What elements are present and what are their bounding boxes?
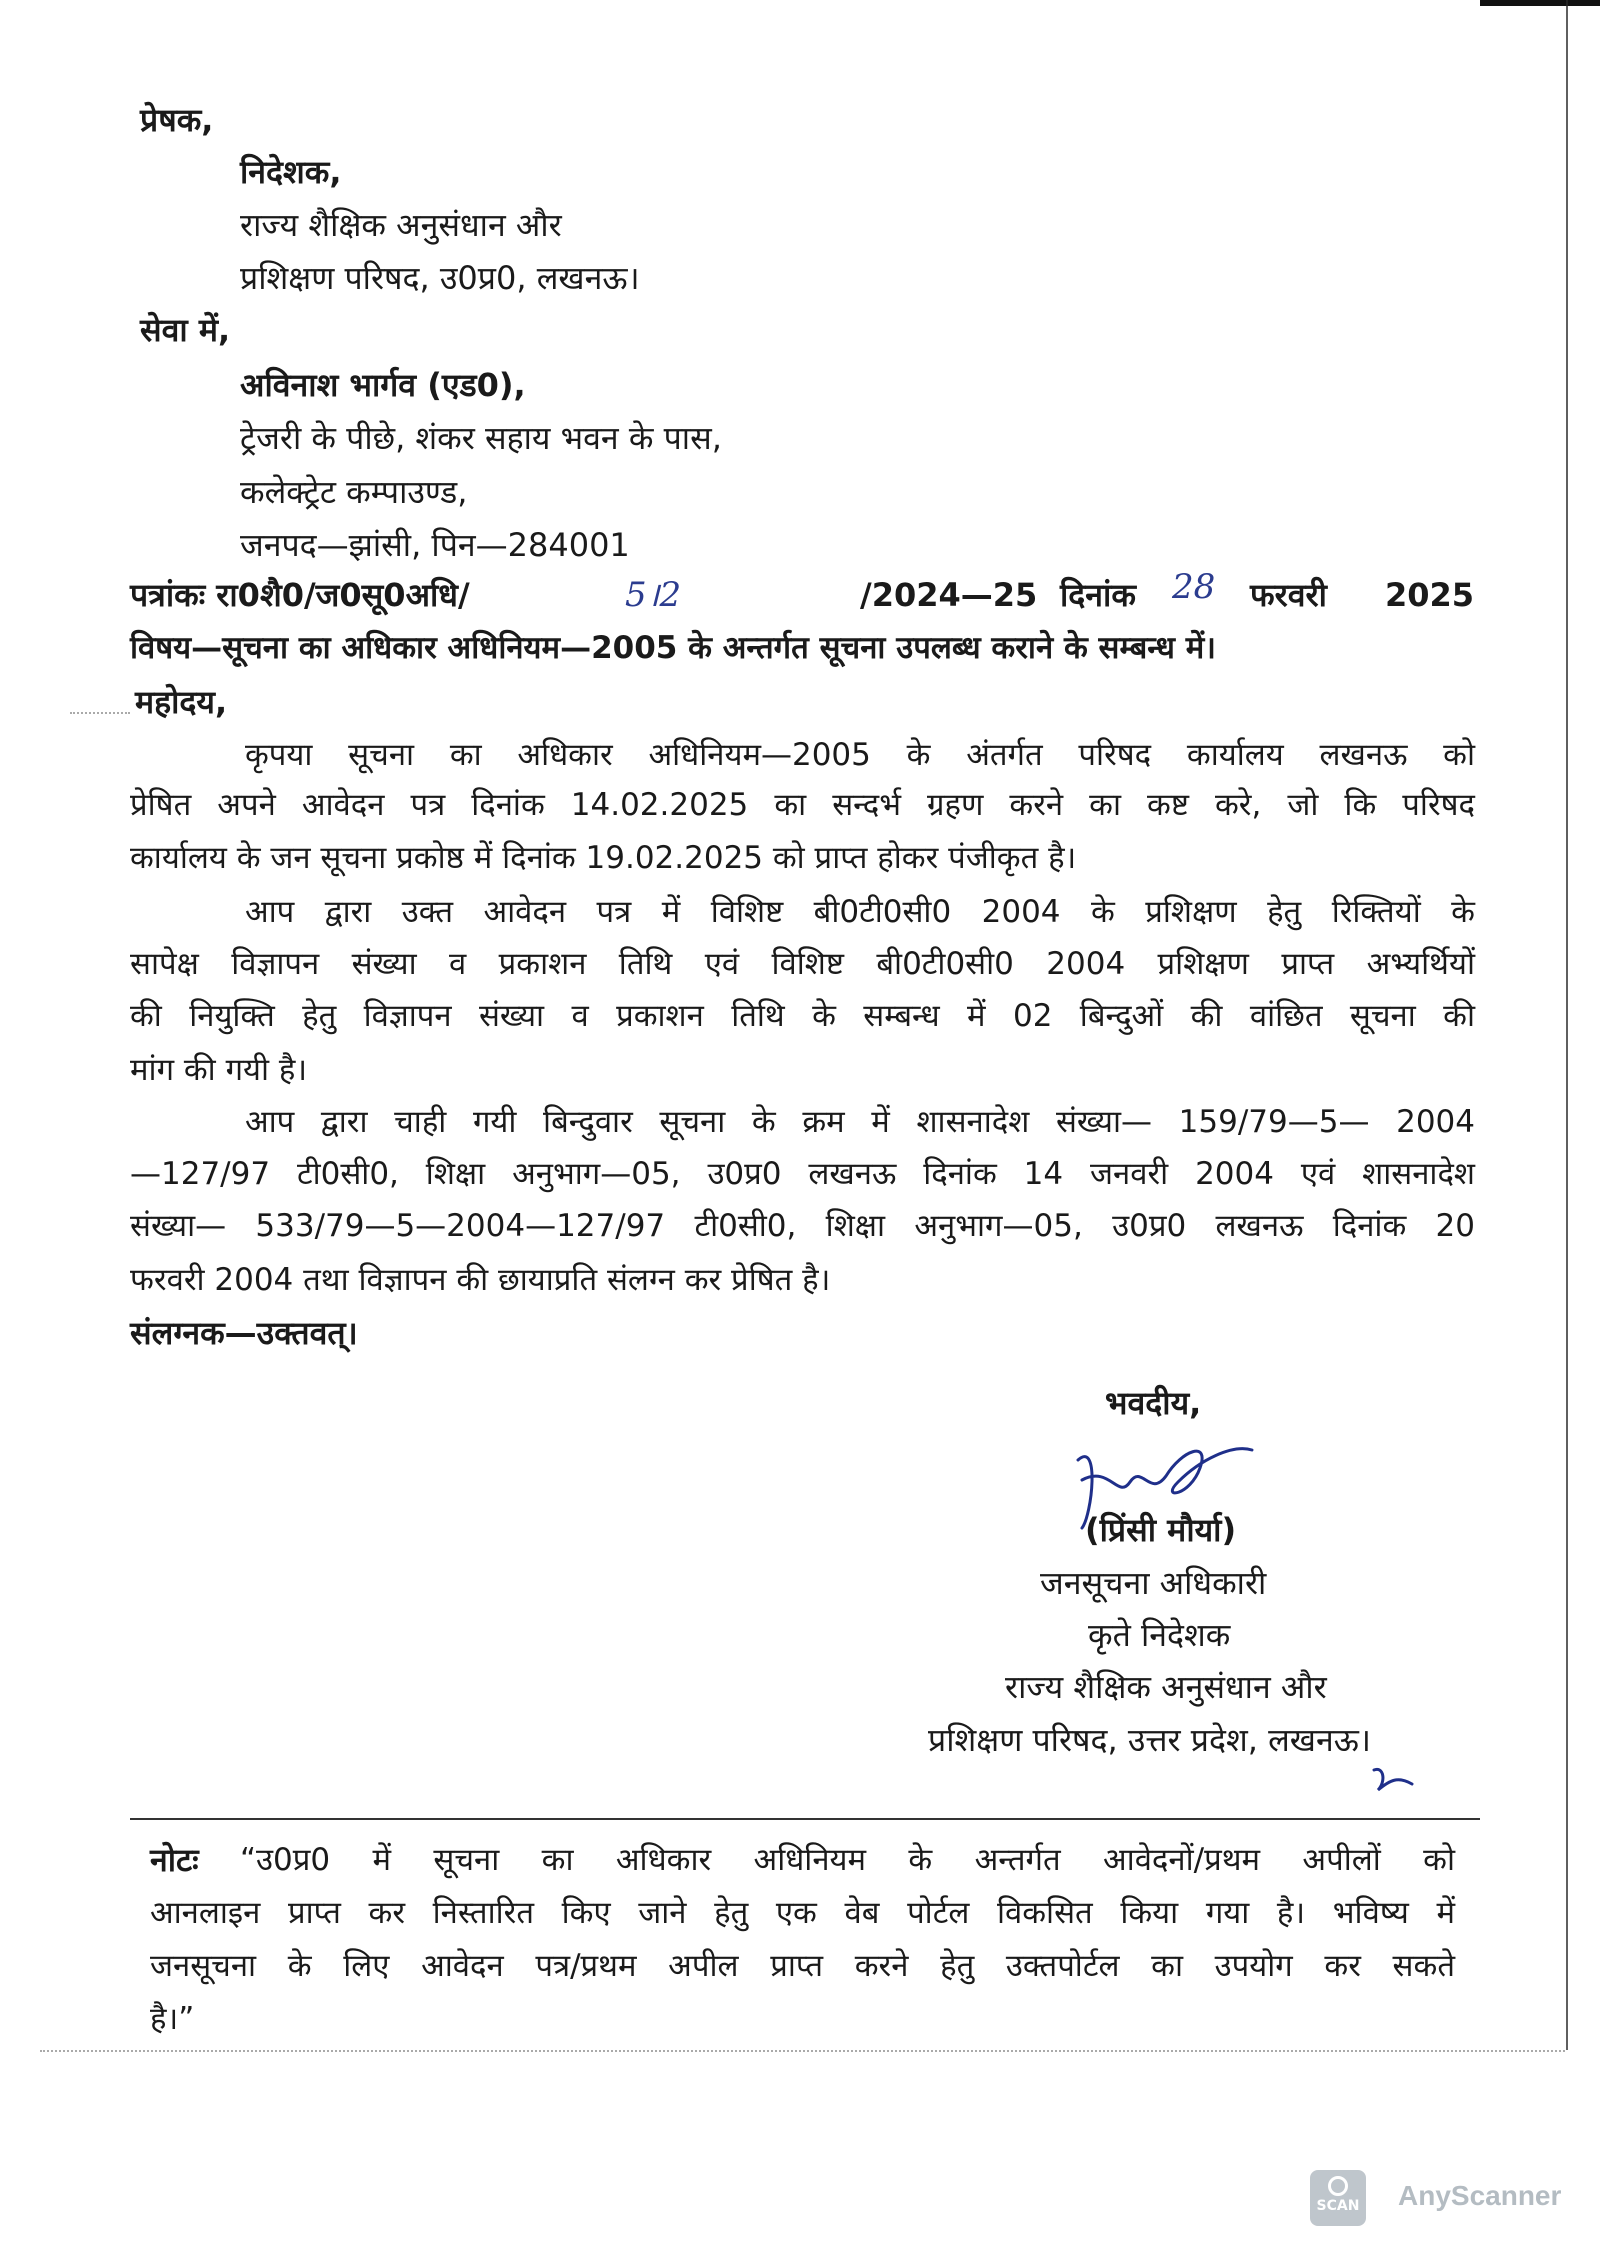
ref-number-handwritten: 5।2	[625, 575, 682, 615]
ref-label: पत्रांकः रा0शै0/ज0सू0अधि/	[130, 576, 470, 614]
signatory-on-behalf: कृते निदेशक	[1088, 1616, 1231, 1654]
closing-yours: भवदीय,	[1105, 1384, 1202, 1422]
initials-mark	[1368, 1762, 1418, 1802]
sender-title: निदेशक,	[240, 153, 342, 191]
sender-org-line2: प्रशिक्षण परिषद, उ0प्र0, लखनऊ।	[240, 259, 640, 297]
scan-dot-mark	[70, 712, 130, 714]
note-label: नोटः	[150, 1841, 199, 1879]
ref-month: फरवरी	[1250, 576, 1327, 614]
enclosure: संलग्नक—उक्तवत्।	[130, 1314, 358, 1352]
body-p1-line3: कार्यालय के जन सूचना प्रकोष्ठ में दिनांक 19.02.2025 को प्राप्त होकर पंजीकृत है।	[130, 840, 1077, 876]
body-p2-line3: की नियुक्ति हेतु विज्ञापन संख्या व प्रकाशन तिथि के सम्बन्ध में 02 बिन्दुओं की वांछित सूचना की	[130, 998, 1475, 1034]
note-line3: जनसूचना के लिए आवेदन पत्र/प्रथम अपील प्राप्त करने हेतु उक्तपोर्टल का उपयोग कर सकते	[150, 1948, 1455, 1984]
signatory-name: (प्रिंसी मौर्या)	[1085, 1511, 1237, 1549]
recipient-heading: सेवा में,	[140, 311, 231, 349]
ref-date-label: दिनांक	[1060, 576, 1136, 614]
body-p3-line3: संख्या— 533/79—5—2004—127/97 टी0सी0, शिक्षा अनुभाग—05, उ0प्र0 लखनऊ दिनांक 20	[130, 1208, 1475, 1244]
body-p2-line4: मांग की गयी है।	[130, 1052, 308, 1088]
signatory-org-line2: प्रशिक्षण परिषद, उत्तर प्रदेश, लखनऊ।	[928, 1721, 1371, 1759]
body-p3-line4: फरवरी 2004 तथा विज्ञापन की छायाप्रति संलग्न कर प्रेषित है।	[130, 1262, 831, 1298]
body-p3-line1: आप द्वारा चाही गयी बिन्दुवार सूचना के क्रम में शासनादेश संख्या— 159/79—5— 2004	[245, 1104, 1475, 1140]
note-separator	[130, 1818, 1480, 1820]
scan-edge-mark	[1480, 0, 1600, 6]
scan-edge-line	[1566, 0, 1568, 2050]
anyscanner-logo-text: SCAN	[1316, 2198, 1360, 2214]
recipient-address-line3: जनपद—झांसी, पिन—284001	[240, 526, 630, 564]
body-p2-line2: सापेक्ष विज्ञापन संख्या व प्रकाशन तिथि एवं विशिष्ट बी0टी0सी0 2004 प्रशिक्षण प्राप्त अभ्यर्थियों	[130, 946, 1475, 982]
body-p1-line1: कृपया सूचना का अधिकार अधिनियम—2005 के अंतर्गत परिषद कार्यालय लखनऊ को	[245, 737, 1475, 773]
note-line1: “उ0प्र0 में सूचना का अधिकार अधिनियम के अन्तर्गत आवेदनों/प्रथम अपीलों को	[240, 1842, 1455, 1878]
recipient-address-line1: ट्रेजरी के पीछे, शंकर सहाय भवन के पास,	[240, 419, 722, 457]
scan-bottom-edge	[40, 2050, 1565, 2052]
signatory-designation: जनसूचना अधिकारी	[1040, 1564, 1267, 1602]
salutation: महोदय,	[135, 683, 228, 721]
initials-stroke	[1374, 1769, 1412, 1790]
anyscanner-watermark: AnyScanner	[1398, 2180, 1562, 2211]
ref-date-handwritten: 28	[1172, 567, 1216, 607]
ref-year: /2024—25	[860, 576, 1038, 614]
body-p1-line2: प्रेषित अपने आवेदन पत्र दिनांक 14.02.2025 का सन्दर्भ ग्रहण करने का कष्ट करे, जो कि परिषद	[130, 787, 1476, 823]
recipient-address-line2: कलेक्ट्रेट कम्पाउण्ड,	[240, 473, 468, 511]
signatory-org-line1: राज्य शैक्षिक अनुसंधान और	[1005, 1668, 1327, 1706]
recipient-name: अविनाश भार्गव (एड0),	[240, 366, 526, 404]
ref-year-date: 2025	[1385, 576, 1475, 614]
sender-org-line1: राज्य शैक्षिक अनुसंधान और	[240, 206, 562, 244]
note-line2: आनलाइन प्राप्त कर निस्तारित किए जाने हेतु एक वेब पोर्टल विकसित किया गया है। भविष्य में	[150, 1895, 1455, 1931]
body-p2-line1: आप द्वारा उक्त आवेदन पत्र में विशिष्ट बी0टी0सी0 2004 के प्रशिक्षण हेतु रिक्तियों के	[245, 894, 1475, 930]
sender-heading: प्रेषक,	[140, 101, 214, 139]
note-line4: है।”	[150, 2001, 195, 2037]
body-p3-line2: —127/97 टी0सी0, शिक्षा अनुभाग—05, उ0प्र0 लखनऊ दिनांक 14 जनवरी 2004 एवं शासनादेश	[130, 1156, 1475, 1192]
anyscanner-logo-icon	[1310, 2170, 1366, 2226]
subject-line: विषय—सूचना का अधिकार अधिनियम—2005 के अन्तर्गत सूचना उपलब्ध कराने के सम्बन्ध में।	[130, 630, 1217, 666]
